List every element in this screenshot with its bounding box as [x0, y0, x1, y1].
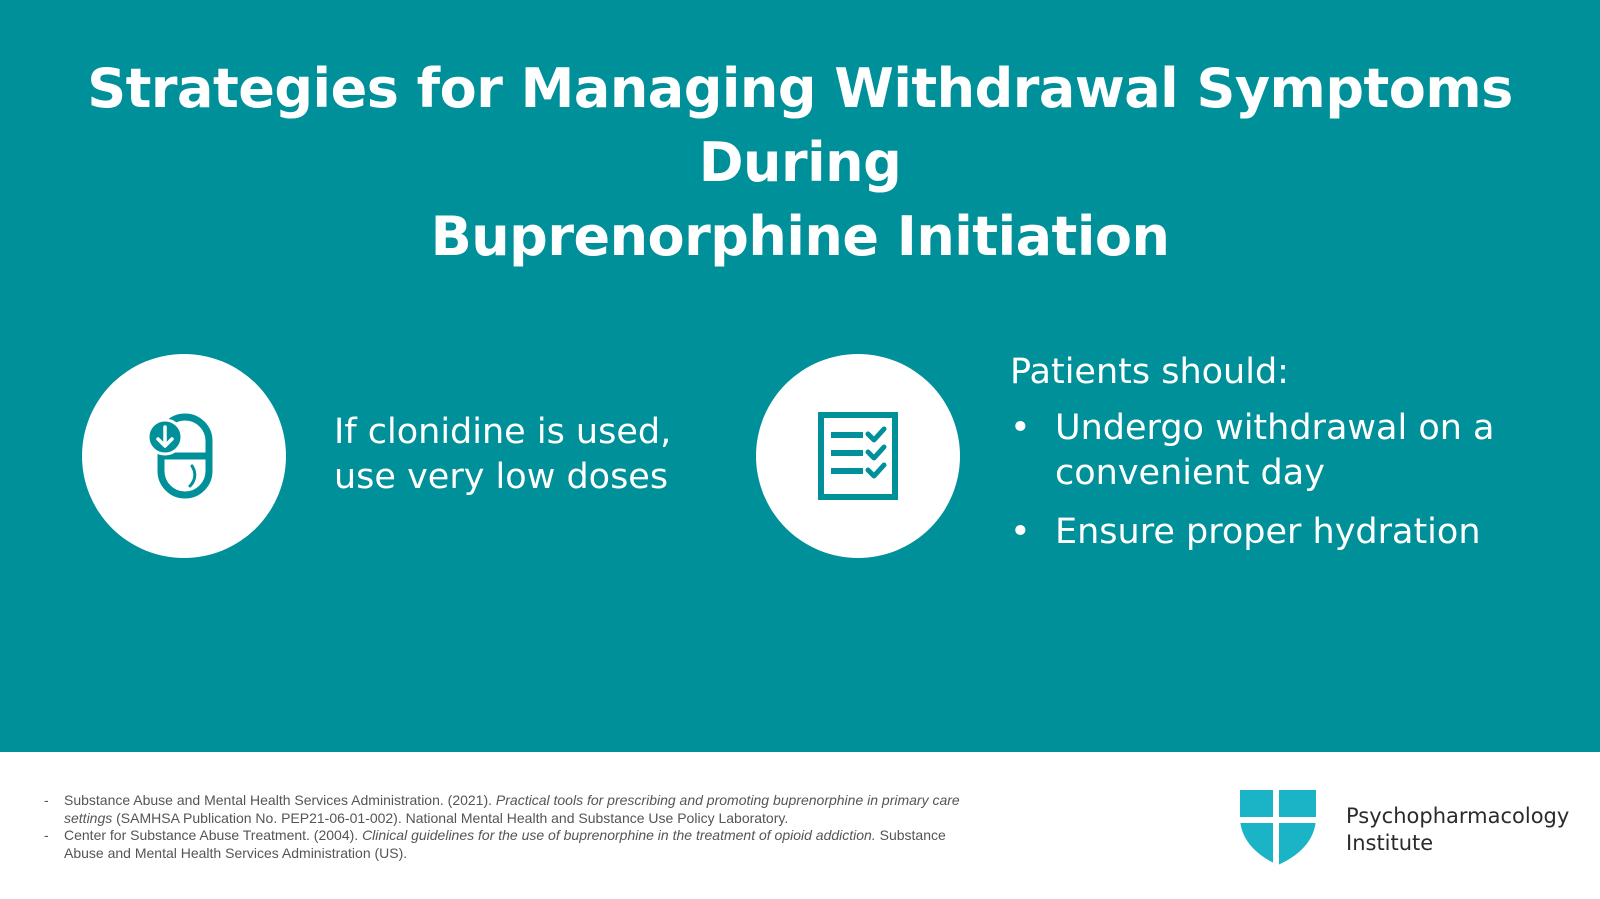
list-item — [1010, 406, 1570, 496]
logo-line1: Psychopharmacology — [1346, 804, 1570, 828]
pill-capsule-icon — [146, 408, 222, 504]
shield-cross-logo-icon — [1238, 787, 1318, 867]
institute-logo — [1238, 787, 1578, 867]
clonidine-note — [334, 410, 714, 500]
guidance-list — [1010, 406, 1570, 555]
checklist-icon — [816, 410, 900, 502]
reference-source: (SAMHSA Publication No. PEP21-06-01-002). National Mental Health and Substance Use Policy Laboratory. — [112, 809, 789, 826]
reference-title: Practical tools for prescribing and promoting buprenorphine in primary care settings — [64, 792, 960, 826]
reference-item — [44, 792, 964, 827]
pill-icon-circle — [82, 354, 286, 558]
reference-author: Center for Substance Abuse Treatment. (2004). — [64, 827, 363, 843]
bullet-dot: • — [1010, 408, 1031, 448]
list-item — [1010, 510, 1570, 555]
patients-should-heading: Patients should: — [1010, 352, 1289, 392]
clonidine-note-line1: If clonidine is used, — [334, 412, 672, 452]
logo-wordmark — [1346, 803, 1569, 857]
reference-dash: - — [44, 827, 49, 843]
references — [44, 792, 964, 862]
slide-title — [40, 52, 1560, 274]
bullet-text-line1: Undergo withdrawal on a — [1055, 408, 1495, 448]
reference-dash: - — [44, 792, 49, 808]
slide-title-line2: Buprenorphine Initiation — [430, 205, 1170, 268]
reference-title: Clinical guidelines for the use of buprenorphine in the treatment of opioid addiction. — [362, 827, 876, 843]
bullet-dot: • — [1010, 512, 1031, 552]
reference-author: Substance Abuse and Mental Health Services Administration. (2021). — [64, 792, 496, 808]
reference-item — [44, 827, 964, 862]
slide-title-line1: Strategies for Managing Withdrawal Symptoms During — [87, 57, 1513, 194]
reference-source: Substance Abuse and Mental Health Services Administration (US). — [64, 827, 946, 861]
patient-guidance — [1010, 348, 1570, 569]
bullet-text-line2: convenient day — [1055, 453, 1325, 493]
bullet-text-line1: Ensure proper hydration — [1055, 512, 1481, 552]
clonidine-note-line2: use very low doses — [334, 457, 669, 497]
checklist-icon-circle — [756, 354, 960, 558]
logo-line2: Institute — [1346, 831, 1434, 855]
